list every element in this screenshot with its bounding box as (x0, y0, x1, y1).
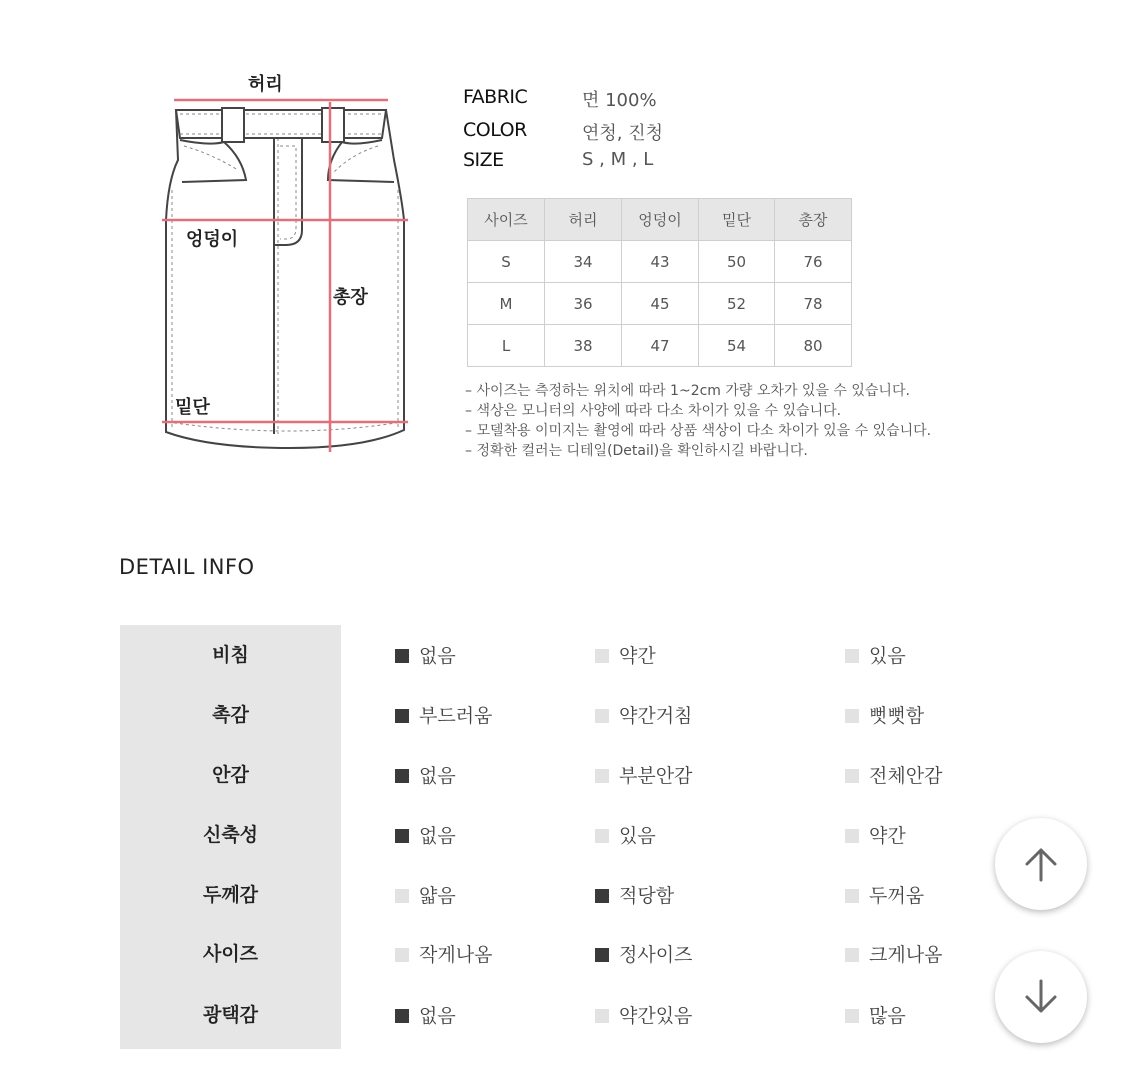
size-note: – 사이즈는 측정하는 위치에 따라 1~2cm 가량 오차가 있을 수 있습니다. (465, 383, 910, 399)
table-cell: 52 (699, 283, 775, 325)
detail-option (595, 881, 674, 908)
checked-box-icon (395, 769, 409, 783)
detail-option-label: 없음 (419, 765, 456, 787)
unchecked-box-icon (845, 889, 859, 903)
size-table-header: 총장 (775, 199, 852, 241)
detail-option-label: 두꺼움 (869, 885, 925, 907)
spec-fabric-key: FABRIC (463, 86, 528, 108)
detail-row-label: 비침 (212, 644, 249, 666)
detail-option (395, 940, 492, 967)
unchecked-box-icon (595, 709, 609, 723)
detail-row-label: 두께감 (202, 884, 259, 906)
table-cell: 47 (622, 325, 699, 367)
unchecked-box-icon (845, 948, 859, 962)
unchecked-box-icon (595, 1009, 609, 1023)
hip-label: 엉덩이 (186, 229, 239, 250)
hem-label: 밑단 (175, 397, 210, 418)
spec-color-key: COLOR (463, 119, 527, 141)
table-row (468, 283, 852, 325)
detail-option-label: 작게나옴 (419, 944, 493, 966)
detail-option-label: 약간 (869, 825, 906, 847)
detail-option-label: 약간거침 (619, 705, 693, 727)
table-cell: M (468, 283, 545, 325)
detail-option (845, 940, 942, 967)
unchecked-box-icon (395, 889, 409, 903)
size-note: – 정확한 컬러는 디테일(Detail)을 확인하시길 바랍니다. (465, 443, 808, 459)
table-cell: 38 (545, 325, 622, 367)
unchecked-box-icon (845, 769, 859, 783)
table-cell: 54 (699, 325, 775, 367)
detail-option-label: 크게나옴 (869, 944, 943, 966)
unchecked-box-icon (845, 649, 859, 663)
detail-option (595, 1001, 692, 1028)
detail-row-label: 촉감 (212, 704, 249, 726)
table-cell: 78 (775, 283, 852, 325)
table-cell: 34 (545, 241, 622, 283)
waist-label: 허리 (248, 74, 283, 95)
detail-info-title: DETAIL INFO (119, 555, 255, 579)
unchecked-box-icon (845, 829, 859, 843)
detail-option-label: 부분안감 (619, 765, 693, 787)
detail-option (395, 701, 492, 728)
unchecked-box-icon (845, 709, 859, 723)
table-cell: 43 (622, 241, 699, 283)
detail-option-label: 있음 (869, 645, 906, 667)
checked-box-icon (395, 709, 409, 723)
table-cell: 36 (545, 283, 622, 325)
size-note: – 색상은 모니터의 사양에 따라 다소 차이가 있을 수 있습니다. (465, 403, 842, 419)
detail-option (845, 881, 924, 908)
detail-option-label: 많음 (869, 1005, 906, 1027)
checked-box-icon (395, 829, 409, 843)
detail-option (395, 881, 456, 908)
detail-option-label: 없음 (419, 1005, 456, 1027)
size-table-header: 엉덩이 (622, 199, 699, 241)
unchecked-box-icon (395, 948, 409, 962)
detail-option-label: 정사이즈 (619, 944, 693, 966)
checked-box-icon (595, 948, 609, 962)
length-label: 총장 (333, 287, 368, 308)
table-cell: S (468, 241, 545, 283)
detail-option-label: 없음 (419, 825, 456, 847)
detail-option (395, 1001, 456, 1028)
arrow-up-icon (1019, 842, 1063, 886)
detail-option (595, 821, 656, 848)
size-table-header: 사이즈 (468, 199, 545, 241)
detail-option-label: 부드러움 (419, 705, 493, 727)
detail-option (395, 761, 456, 788)
table-cell: L (468, 325, 545, 367)
arrow-down-icon (1019, 975, 1063, 1019)
detail-option-label: 없음 (419, 645, 456, 667)
detail-option (845, 821, 906, 848)
detail-option (845, 761, 942, 788)
detail-option-label: 있음 (619, 825, 656, 847)
size-table-header: 허리 (545, 199, 622, 241)
table-cell: 50 (699, 241, 775, 283)
spec-size-key: SIZE (463, 149, 504, 171)
detail-row-label: 광택감 (202, 1004, 259, 1026)
spec-size-value: S , M , L (582, 149, 654, 170)
detail-option-label: 뻣뻣함 (869, 705, 925, 727)
checked-box-icon (595, 889, 609, 903)
size-table-header: 밑단 (699, 199, 775, 241)
detail-option (595, 940, 692, 967)
table-cell: 80 (775, 325, 852, 367)
detail-row-label: 신축성 (202, 824, 259, 846)
table-cell: 76 (775, 241, 852, 283)
table-row (468, 241, 852, 283)
detail-option-label: 약간 (619, 645, 656, 667)
checked-box-icon (395, 649, 409, 663)
scroll-down-button[interactable] (995, 951, 1087, 1043)
spec-fabric-value: 면 100% (582, 90, 657, 111)
detail-option (845, 701, 924, 728)
detail-option (845, 1001, 906, 1028)
detail-option (395, 821, 456, 848)
detail-option-label: 적당함 (619, 885, 675, 907)
scroll-up-button[interactable] (995, 818, 1087, 910)
skirt-measurement-diagram (150, 60, 430, 460)
detail-option (395, 641, 456, 668)
detail-option-label: 전체안감 (869, 765, 943, 787)
spec-color-value: 연청, 진청 (582, 123, 663, 144)
size-note: – 모델착용 이미지는 촬영에 따라 상품 색상이 다소 차이가 있을 수 있습니다. (465, 423, 932, 439)
detail-option (595, 761, 692, 788)
checked-box-icon (395, 1009, 409, 1023)
table-cell: 45 (622, 283, 699, 325)
detail-option (845, 641, 906, 668)
detail-option (595, 641, 656, 668)
detail-option-label: 약간있음 (619, 1005, 693, 1027)
unchecked-box-icon (595, 649, 609, 663)
detail-row-label: 사이즈 (202, 943, 259, 965)
size-table-header-row (468, 199, 852, 241)
table-row (468, 325, 852, 367)
unchecked-box-icon (595, 769, 609, 783)
unchecked-box-icon (845, 1009, 859, 1023)
unchecked-box-icon (595, 829, 609, 843)
size-table (467, 198, 852, 367)
detail-option (595, 701, 692, 728)
detail-option-label: 얇음 (419, 885, 456, 907)
detail-row-label: 안감 (212, 764, 249, 786)
